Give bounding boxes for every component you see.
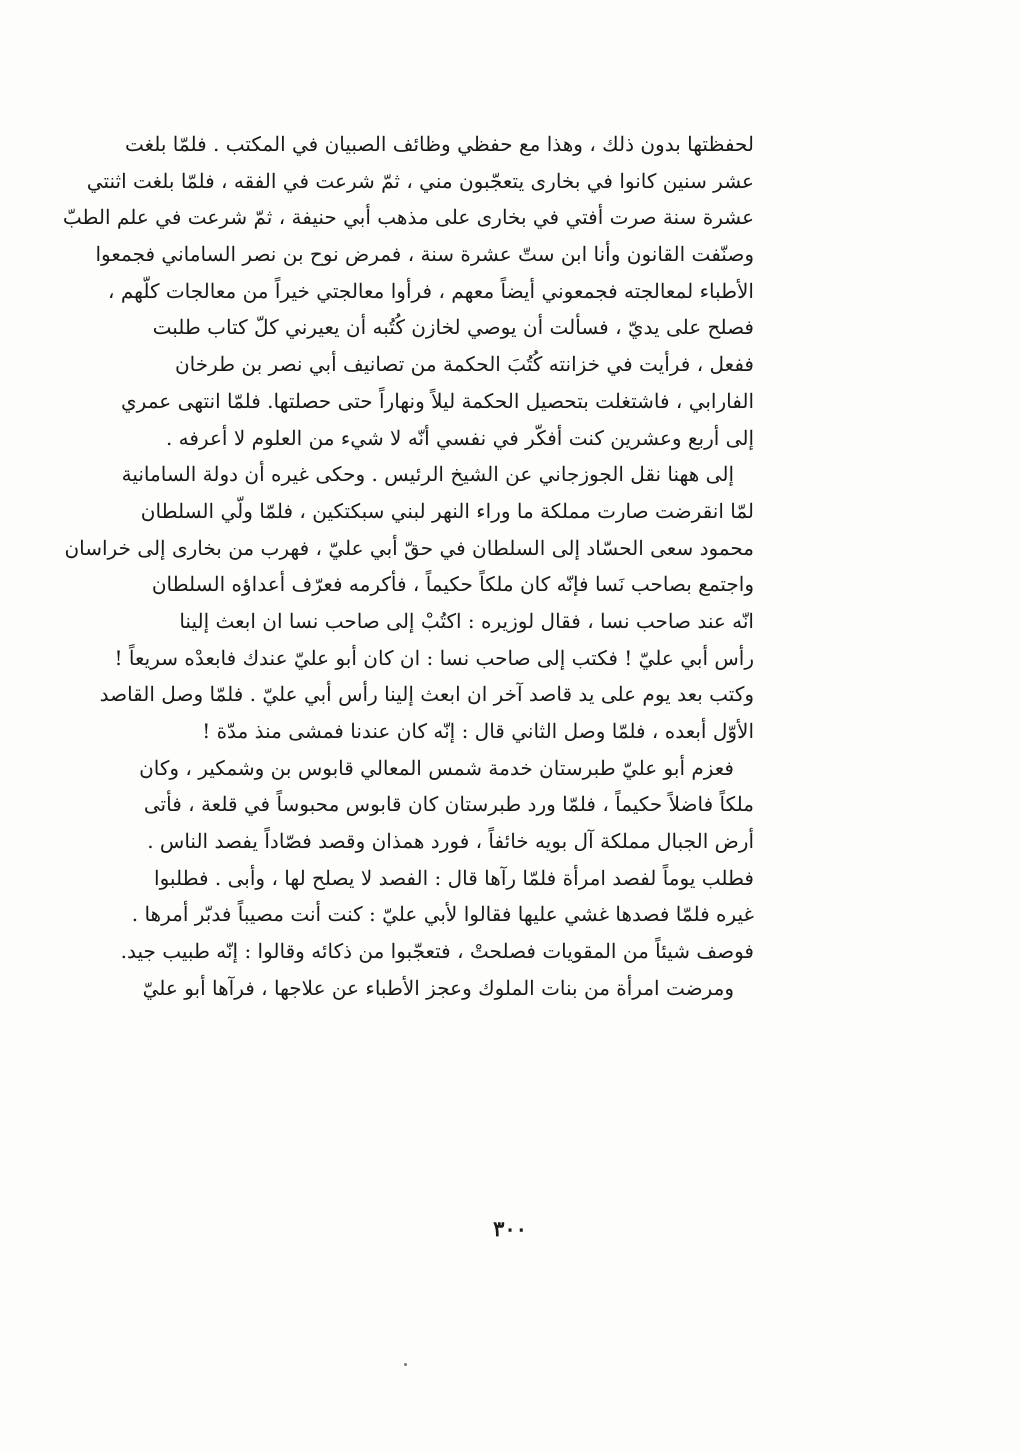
- body-text: [62, 126, 754, 1007]
- text-line: ملكاً فاضلاً حكيماً ، فلمّا ورد طبرستان كان قابوس محبوساً في قلعة ، فأتى: [143, 792, 754, 817]
- text-line: رأس أبي عليّ ! فكتب إلى صاحب نسا : ان كان أبو عليّ عندك فابعدْه سريعاً !: [114, 645, 754, 670]
- text-line: لحفظتها بدون ذلك ، وهذا مع حفظي وظائف الصبيان في المكتب . فلمّا بلغت: [124, 132, 754, 156]
- text-line: وكتب بعد يوم على يد قاصد آخر ان ابعث إلينا رأس أبي عليّ . فلمّا وصل القاصد: [99, 682, 754, 707]
- paragraph-start-line: إلى ههنا نقل الجوزجاني عن الشيخ الرئيس . وحكى غيره أن دولة السامانية: [121, 462, 734, 487]
- text-line: عشرة سنة صرت أفتي في بخارى على مذهب أبي حنيفة ، ثمّ شرعت في علم الطبّ: [62, 205, 754, 230]
- text-line: فطلب يوماً لفصد امرأة فلمّا رآها قال : الفصد لا يصلح لها ، وأبى . فطلبوا: [154, 865, 754, 890]
- text-line: ففعل ، فرأيت في خزانته كُتُبَ الحكمة من تصانيف أبي نصر بن طرخان: [174, 352, 754, 377]
- text-line: فصلح على يديّ ، فسألت أن يوصي لخازن كُتُبه أن يعيرني كلّ كتاب طلبت: [152, 315, 754, 340]
- text-line: غيره فلمّا فصدها غشي عليها فقالوا لأبي عليّ : كنت أنت مصيباً فدبّر أمرها .: [131, 902, 754, 927]
- scan-speck: [404, 1363, 407, 1366]
- text-line: الفارابي ، فاشتغلت بتحصيل الحكمة ليلاً ونهاراً حتى حصلتها. فلمّا انتهى عمري: [121, 388, 754, 413]
- text-line: وصنّفت القانون وأنا ابن ستّ عشرة سنة ، فمرض نوح بن نصر الساماني فجمعوا: [95, 242, 754, 267]
- text-line: انّه عند صاحب نسا ، فقال لوزيره : اكتُبْ إلى صاحب نسا ان ابعث إلينا: [179, 608, 754, 633]
- text-line: واجتمع بصاحب نَسا فإنّه كان ملكاً حكيماً ، فأكرمه فعرّف أعداؤه السلطان: [151, 572, 754, 597]
- text-line: الأطباء لمعالجته فجمعوني أيضاً معهم ، فرأوا معالجتي خيراً من معالجات كلّهم ،: [108, 278, 754, 303]
- page-number: ٣٠٠: [493, 1216, 527, 1241]
- paragraph-end-line: فوصف شيئاً من المقويات فصلحتْ ، فتعجّبوا من ذكائه وقالوا : إنّه طبيب جيد.: [120, 939, 754, 964]
- paragraph-end-line: إلى أربع وعشرين كنت أفكّر في نفسي أنّه لا شيء من العلوم لا أعرفه .: [165, 425, 754, 450]
- text-line: عشر سنين كانوا في بخارى يتعجّبون مني ، ثمّ شرعت في الفقه ، فلمّا بلغت اثنتي: [86, 168, 754, 193]
- text-line: أرض الجبال مملكة آل بويه خائفاً ، فورد همذان وقصد فصّاداً يفصد الناس .: [147, 829, 754, 854]
- paragraph-start-line: فعزم أبو عليّ طبرستان خدمة شمس المعالي قابوس بن وشمكير ، وكان: [139, 755, 734, 780]
- paragraph-start-line: ومرضت امرأة من بنات الملوك وعجز الأطباء عن علاجها ، فرآها أبو عليّ: [142, 975, 734, 1000]
- paragraph-end-line: الأوّل أبعده ، فلمّا وصل الثاني قال : إنّه كان عندنا فمشى منذ مدّة !: [202, 719, 754, 743]
- text-line: لمّا انقرضت صارت مملكة ما وراء النهر لبني سبكتكين ، فلمّا ولّي السلطان: [140, 498, 754, 523]
- text-line: محمود سعى الحسّاد إلى السلطان في حقّ أبي عليّ ، فهرب من بخارى إلى خراسان: [64, 535, 754, 560]
